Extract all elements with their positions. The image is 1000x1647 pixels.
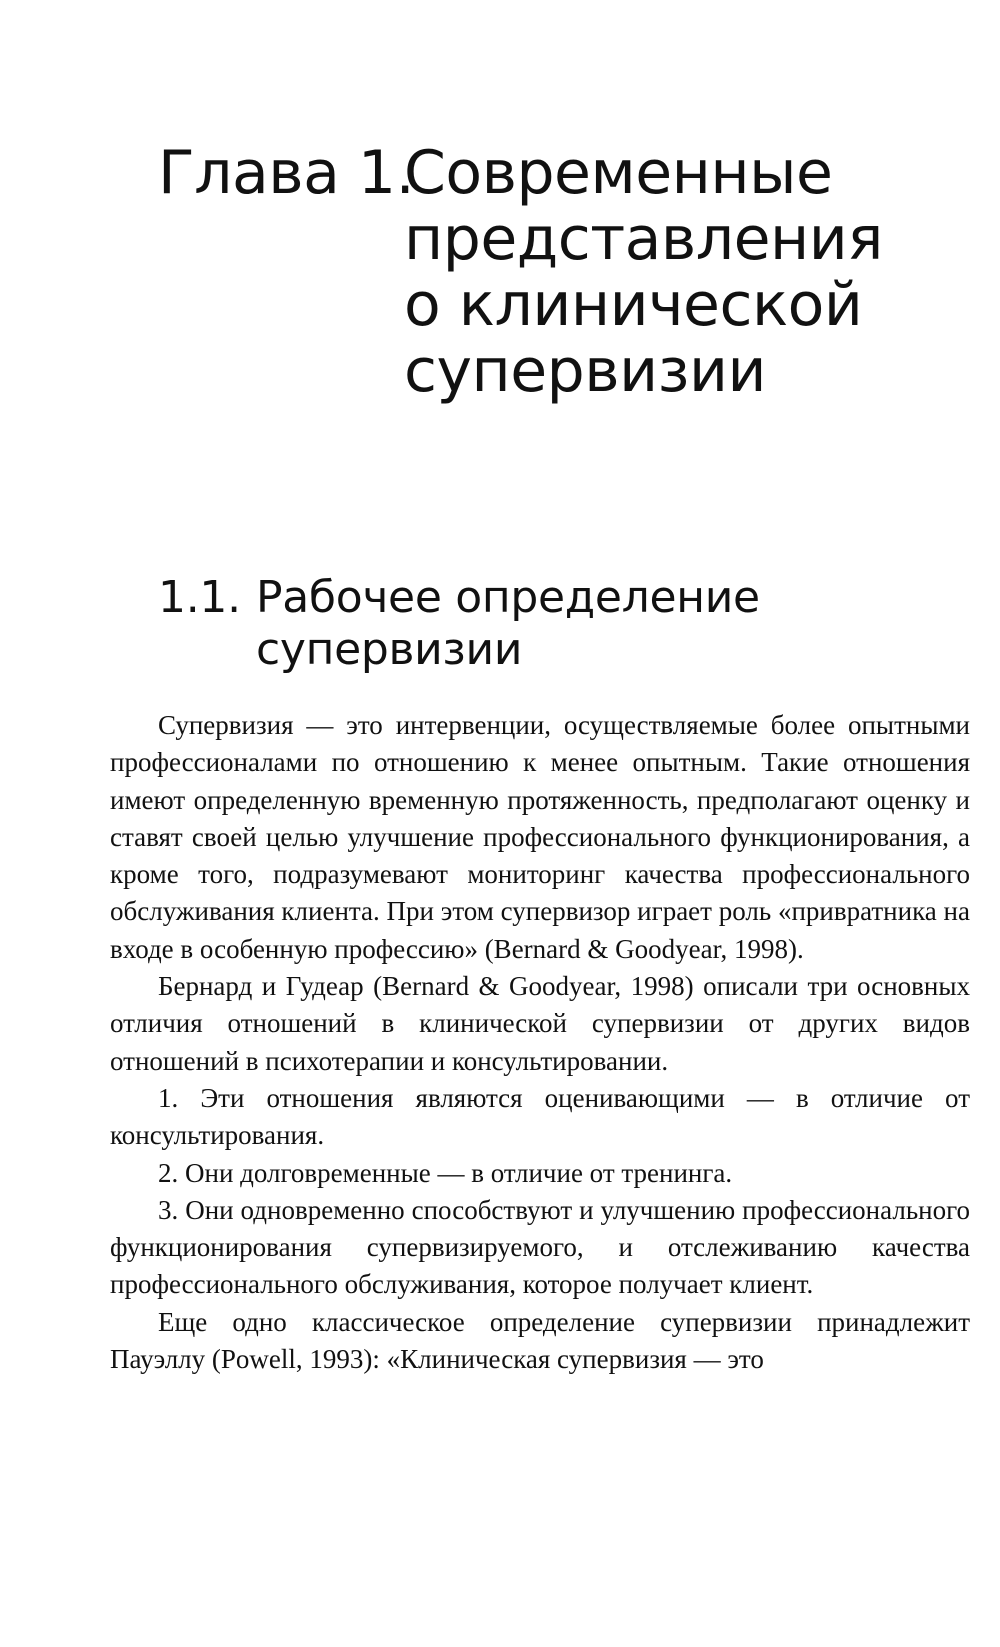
paragraph: Еще одно классическое определение супервизии принадлежит Пауэллу (Powell, 1993): «Клиническая супервизия — это xyxy=(110,1306,970,1375)
list-item: 1. Эти отношения являются оценивающими — в отличие от консультирования. xyxy=(110,1082,970,1151)
chapter-title xyxy=(404,140,883,404)
chapter-title-line: о клинической xyxy=(404,270,863,340)
paragraph: Супервизия — это интервенции, осуществляемые более опытными профессионалами по отношению к менее опытным. Такие отношения имеют определенную временную протяженность, предполагают оценку и ставят своей целью улучшение профессионального функционирования, а кроме того, подразумевают мониторинг качества профессионального обслуживания клиента. При этом супервизор играет роль «привратника на входе в особенную профессию» (Bernard & Goodyear, 1998). xyxy=(110,710,970,964)
body-text xyxy=(110,707,970,1378)
chapter-title-line: представления xyxy=(404,204,883,274)
section-title-line: Рабочее определение xyxy=(256,572,760,623)
section-title-line: супервизии xyxy=(256,624,523,675)
chapter-number: Глава 1. xyxy=(158,138,415,208)
chapter-title-line: супервизии xyxy=(404,336,766,406)
chapter-title-line: Современные xyxy=(404,138,833,208)
section-title xyxy=(256,572,760,676)
paragraph: Бернард и Гудеар (Bernard & Goodyear, 1998) описали три основных отличия отношений в клинической супервизии от других видов отношений в психотерапии и консультировании. xyxy=(110,971,970,1076)
list-item: 2. Они долговременные — в отличие от тренинга. xyxy=(158,1157,733,1188)
section-number: 1.1. xyxy=(158,572,241,623)
list-item: 3. Они одновременно способствуют и улучшению профессионального функционирования супервизируемого, и отслеживанию качества профессионального обслуживания, которое получает клиент. xyxy=(110,1194,970,1300)
